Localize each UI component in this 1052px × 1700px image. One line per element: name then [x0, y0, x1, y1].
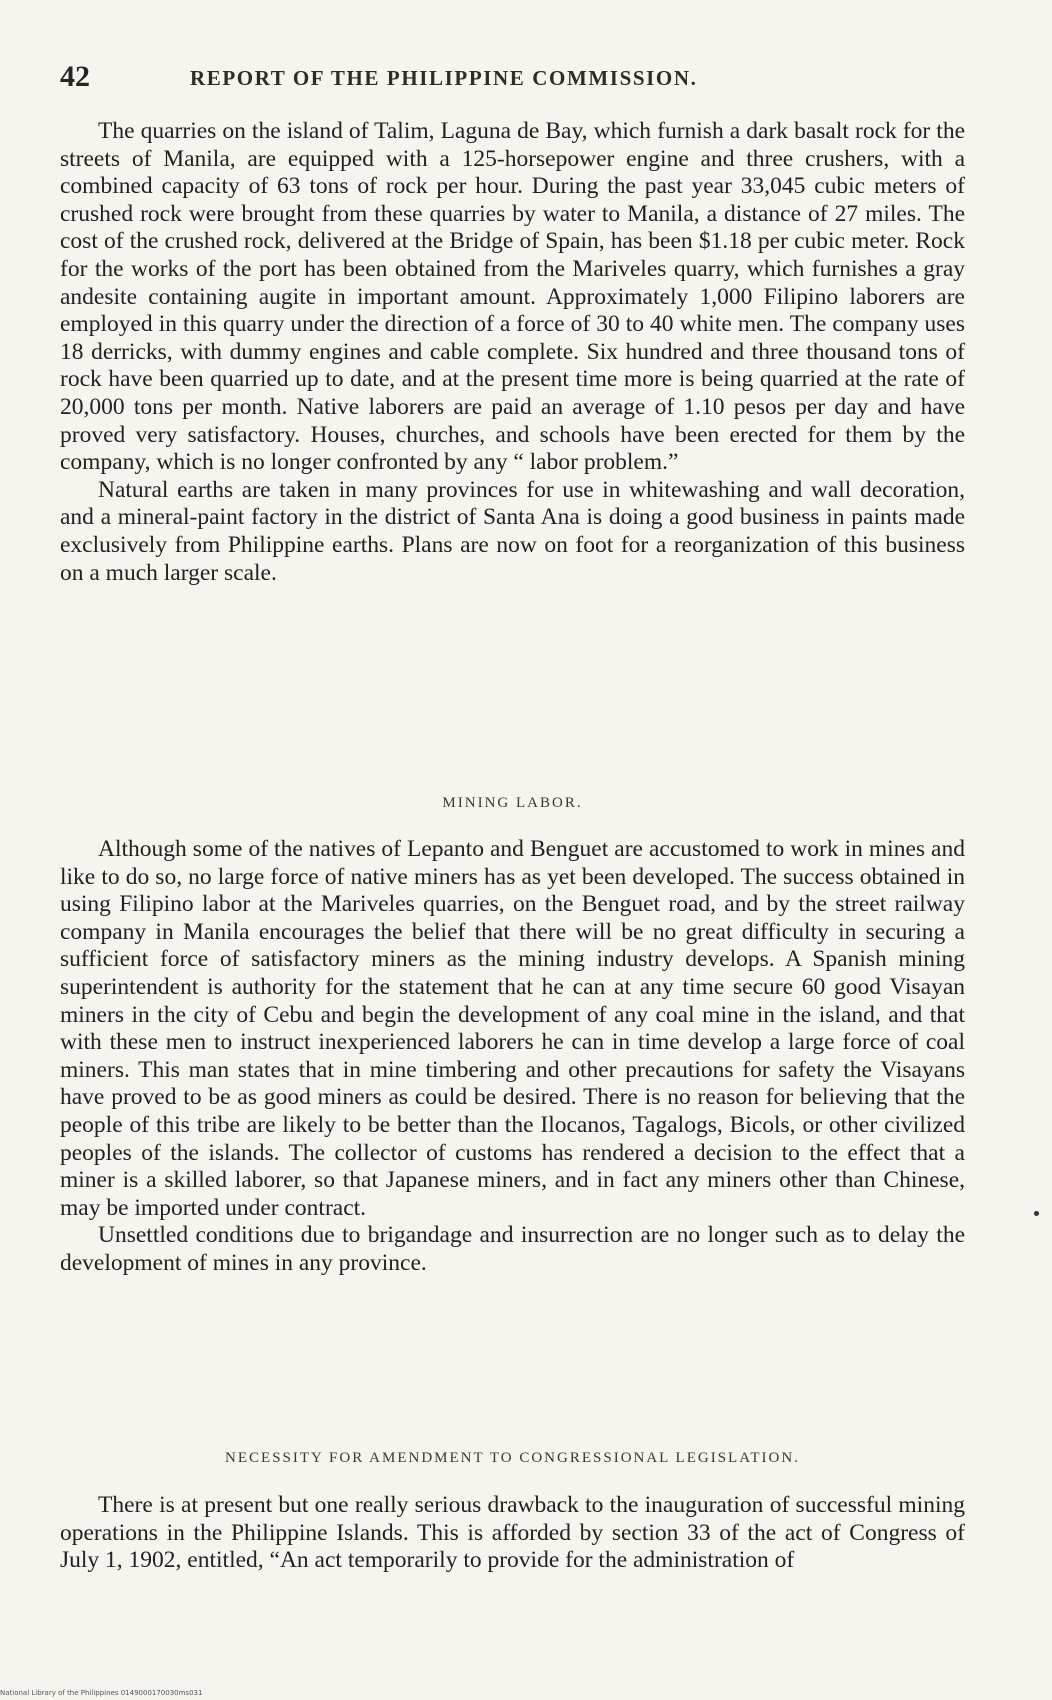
mining-labor-section — [60, 836, 965, 1278]
paragraph-unsettled-conditions: Unsettled conditions due to brigandage and insurrection are no longer such as to delay the development of mines in any province. — [60, 1222, 965, 1276]
page-header — [0, 60, 1052, 100]
paragraph-mining-labor: Although some of the natives of Lepanto and Benguet are accustomed to work in mines and like to do so, no large force of native miners has as yet been developed. The success obtained in using Filipino labor at the Mariveles quarries, on the Benguet road, and by the street railway company in Manila encourages the belief that there will be no great difficulty in securing a sufficient force of satisfactory miners as the mining industry develops. A Spanish mining superintendent is authority for the statement that he can at any time secure 60 good Visayan miners in the city of Cebu and begin the development of any coal mine in the island, and that with these men to instruct inexperienced laborers he can in time develop a large force of coal miners. This man states that in mine timbering and other precautions for safety the Visayans have proved to be as good miners as could be desired. There is no reason for believing that the people of this tribe are likely to be better than the Ilocanos, Tagalogs, Bicols, or other civilized peoples of the islands. The collector of customs has rendered a decision to the effect that a miner is a skilled laborer, so that Japanese miners, and in fact any miners other than Chinese, may be imported under contract. — [60, 836, 965, 1221]
scan-speck — [1034, 1211, 1039, 1216]
section-title-mining-labor: MINING LABOR. — [442, 795, 583, 811]
paragraph-drawback: There is at present but one really serious drawback to the inauguration of successful mining operations in the Philippine Islands. This is afforded by section 33 of the act of Congress of July 1, 1902, entitled, “An act temporarily to provide for the administration of — [60, 1492, 965, 1574]
paragraph-natural-earths: Natural earths are taken in many provinces for use in whitewashing and wall decoration, and a mineral-paint factory in the district of Santa Ana is doing a good business in paints made exclusively from Philippine earths. Plans are now on foot for a reorganization of this business on a much larger scale. — [60, 476, 965, 586]
page-number: 42 — [60, 60, 90, 93]
running-head: REPORT OF THE PHILIPPINE COMMISSION. — [190, 66, 698, 90]
amendment-section — [60, 1492, 965, 1575]
scan-footer-note: National Library of the Philippines 0149000170030ms031 — [0, 1689, 203, 1697]
paragraph-quarries: The quarries on the island of Talim, Laguna de Bay, which furnish a dark basalt rock for the streets of Manila, are equipped with a 125-horsepower engine and three crushers, with a combined capacity of 63 tons of rock per hour. During the past year 33,045 cubic meters of crushed rock were brought from these quarries by water to Manila, a distance of 27 miles. The cost of the crushed rock, delivered at the Bridge of Spain, has been $1.18 per cubic meter. Rock for the works of the port has been obtained from the Mariveles quarry, which furnishes a gray andesite containing augite in important amount. Approximately 1,000 Filipino laborers are employed in this quarry under the direction of a force of 30 to 40 white men. The company uses 18 derricks, with dummy engines and cable complete. Six hundred and three thousand tons of rock have been quarried up to date, and at the present time more is being quarried at the rate of 20,000 tons per month. Native laborers are paid an average of 1.10 pesos per day and have proved very satisfactory. Houses, churches, and schools have been erected for them by the company, which is no longer confronted by any “ labor problem.” — [60, 118, 965, 476]
section-title-amendment: NECESSITY FOR AMENDMENT TO CONGRESSIONAL LEGISLATION. — [225, 1450, 800, 1466]
quarries-section — [60, 118, 965, 587]
